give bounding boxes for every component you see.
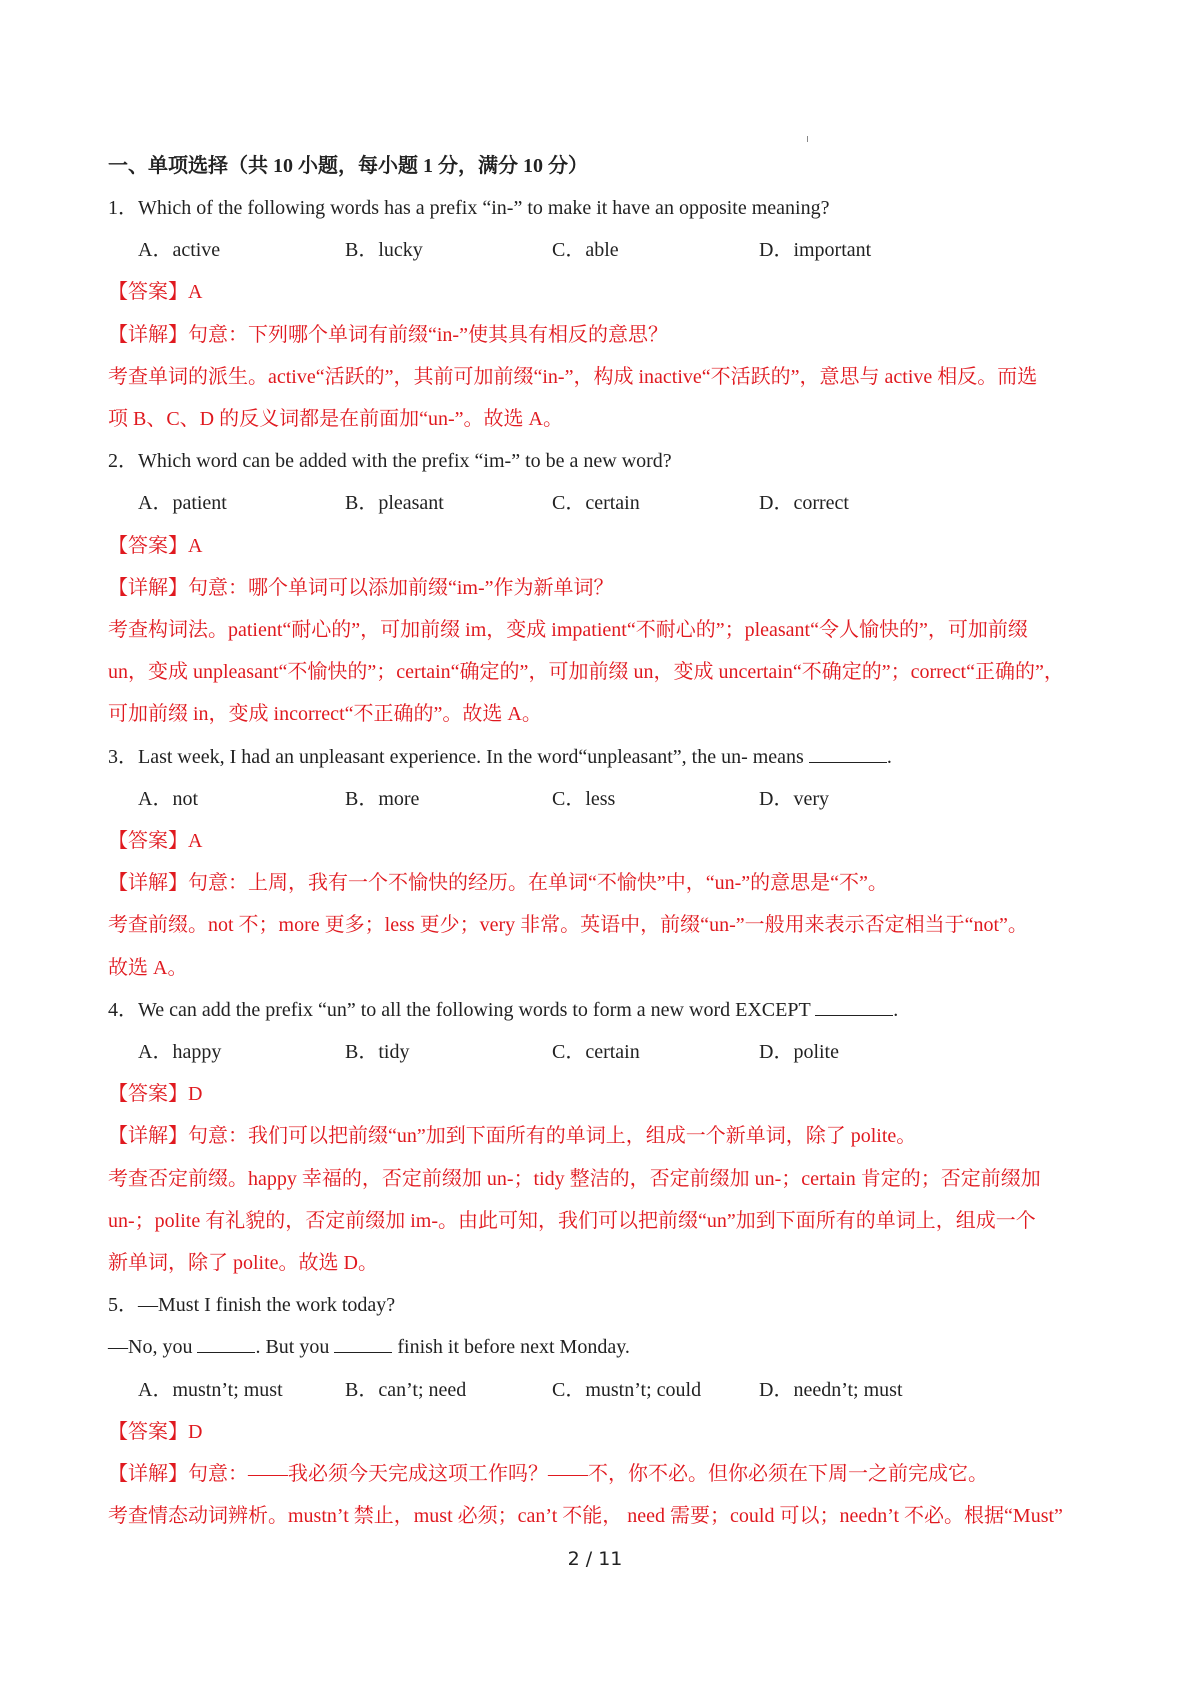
question-stem-response	[108, 1326, 1083, 1368]
question-3	[108, 736, 1083, 989]
option-d: D．correct	[759, 492, 849, 515]
answer-blank	[334, 1336, 392, 1353]
stray-mark	[807, 136, 808, 142]
option-b: B．tidy	[345, 1041, 410, 1064]
options-row	[108, 1369, 1083, 1411]
detail-translation: 【详解】句意：我们可以把前缀“un”加到下面所有的单词上，组成一个新单词，除了 polite。	[108, 1125, 917, 1148]
option-c: C．mustn’t; could	[552, 1378, 702, 1401]
detail-explanation: 新单词，除了 polite。故选 D。	[108, 1252, 378, 1275]
options-row	[108, 229, 1083, 271]
question-stem	[108, 736, 1083, 778]
answer: 【答案】D	[108, 1420, 203, 1443]
question-1	[108, 187, 1083, 440]
options-row	[108, 778, 1083, 820]
question-2	[108, 440, 1083, 735]
answer-blank	[815, 999, 893, 1016]
option-c: C．able	[552, 239, 619, 262]
question-stem: 1．Which of the following words has a prefix “in-” to make it have an opposite meaning?	[108, 197, 830, 219]
detail-explanation: 考查否定前缀。happy 幸福的，否定前缀加 un-；tidy 整洁的，否定前缀加 un-；certain 肯定的；否定前缀加	[108, 1167, 1041, 1190]
question-5	[108, 1284, 1083, 1537]
detail-translation: 【详解】句意：下列哪个单词有前缀“in-”使其具有相反的意思？	[108, 323, 668, 346]
stem-part: finish it before next Monday.	[397, 1336, 630, 1359]
option-c: C．certain	[552, 1041, 640, 1064]
option-a: A．mustn’t; must	[138, 1378, 283, 1401]
detail-explanation: un-；polite 有礼貌的，否定前缀加 im-。由此可知，我们可以把前缀“un”加到下面所有的单词上，组成一个	[108, 1209, 1036, 1232]
detail-translation: 【详解】句意：哪个单词可以添加前缀“im-”作为新单词？	[108, 576, 614, 599]
option-c: C．certain	[552, 492, 640, 515]
stem-part: —No, you	[108, 1336, 193, 1359]
page-content	[108, 145, 1083, 1538]
stem-end: .	[893, 998, 899, 1021]
option-a: A．active	[138, 239, 221, 262]
option-c: C．less	[552, 787, 616, 810]
detail-explanation: 可加前缀 in，变成 incorrect“不正确的”。故选 A。	[108, 703, 542, 726]
stem-end: .	[886, 745, 892, 768]
options-row	[108, 482, 1083, 524]
option-a: A．patient	[138, 492, 227, 515]
detail-explanation: 考查构词法。patient“耐心的”，可加前缀 im，变成 impatient“不耐心的”；pleasant“令人愉快的”，可加前缀	[108, 619, 1028, 642]
detail-explanation: 考查前缀。not 不；more 更多；less 更少；very 非常。英语中，前缀“un-”一般用来表示否定相当于“not”。	[108, 914, 1028, 937]
options-row	[108, 1031, 1083, 1073]
stem-part: . But you	[255, 1336, 330, 1359]
answer: 【答案】A	[108, 830, 203, 853]
section-title: 一、单项选择（共 10 小题，每小题 1 分，满分 10 分）	[108, 155, 588, 177]
question-stem: 2．Which word can be added with the prefix “im-” to be a new word?	[108, 450, 672, 473]
stem-text: 4．We can add the prefix “un” to all the following words to form a new word EXCEPT	[108, 998, 811, 1021]
question-stem	[108, 989, 1083, 1031]
option-d: D．polite	[759, 1041, 839, 1064]
detail-translation: 【详解】句意：——我必须今天完成这项工作吗？——不，你不必。但你必须在下周一之前完成它。	[108, 1463, 988, 1486]
detail-translation: 【详解】句意：上周，我有一个不愉快的经历。在单词“不愉快”中，“un-”的意思是“不”。	[108, 872, 888, 895]
option-b: B．can’t; need	[345, 1378, 467, 1401]
detail-explanation: 故选 A。	[108, 956, 188, 979]
answer-blank	[809, 746, 887, 763]
option-a: A．happy	[138, 1041, 222, 1064]
option-b: B．lucky	[345, 239, 423, 262]
option-b: B．pleasant	[345, 492, 444, 515]
answer-blank	[197, 1336, 255, 1353]
option-d: D．needn’t; must	[759, 1378, 903, 1401]
detail-explanation: 考查情态动词辨析。mustn’t 禁止，must 必须；can’t 不能， need 需要；could 可以；needn’t 不必。根据“Must”	[108, 1505, 1063, 1528]
stem-text: 3．Last week, I had an unpleasant experience. In the word“unpleasant”, the un- means	[108, 745, 804, 768]
question-stem: 5．—Must I finish the work today?	[108, 1294, 396, 1317]
answer: 【答案】D	[108, 1083, 203, 1106]
question-4	[108, 989, 1083, 1284]
detail-explanation: 项 B、C、D 的反义词都是在前面加“un-”。故选 A。	[108, 408, 563, 431]
option-d: D．very	[759, 787, 829, 810]
option-b: B．more	[345, 787, 420, 810]
option-a: A．not	[138, 787, 198, 810]
detail-explanation: 考查单词的派生。active“活跃的”，其前可加前缀“in-”，构成 inactive“不活跃的”，意思与 active 相反。而选	[108, 365, 1038, 388]
page-number: 2 / 11	[567, 1548, 623, 1570]
answer: 【答案】A	[108, 281, 203, 304]
answer: 【答案】A	[108, 534, 203, 557]
detail-explanation: un，变成 unpleasant“不愉快的”；certain“确定的”，可加前缀 un，变成 uncertain“不确定的”；correct“正确的”，	[108, 661, 1064, 684]
option-d: D．important	[759, 239, 872, 262]
